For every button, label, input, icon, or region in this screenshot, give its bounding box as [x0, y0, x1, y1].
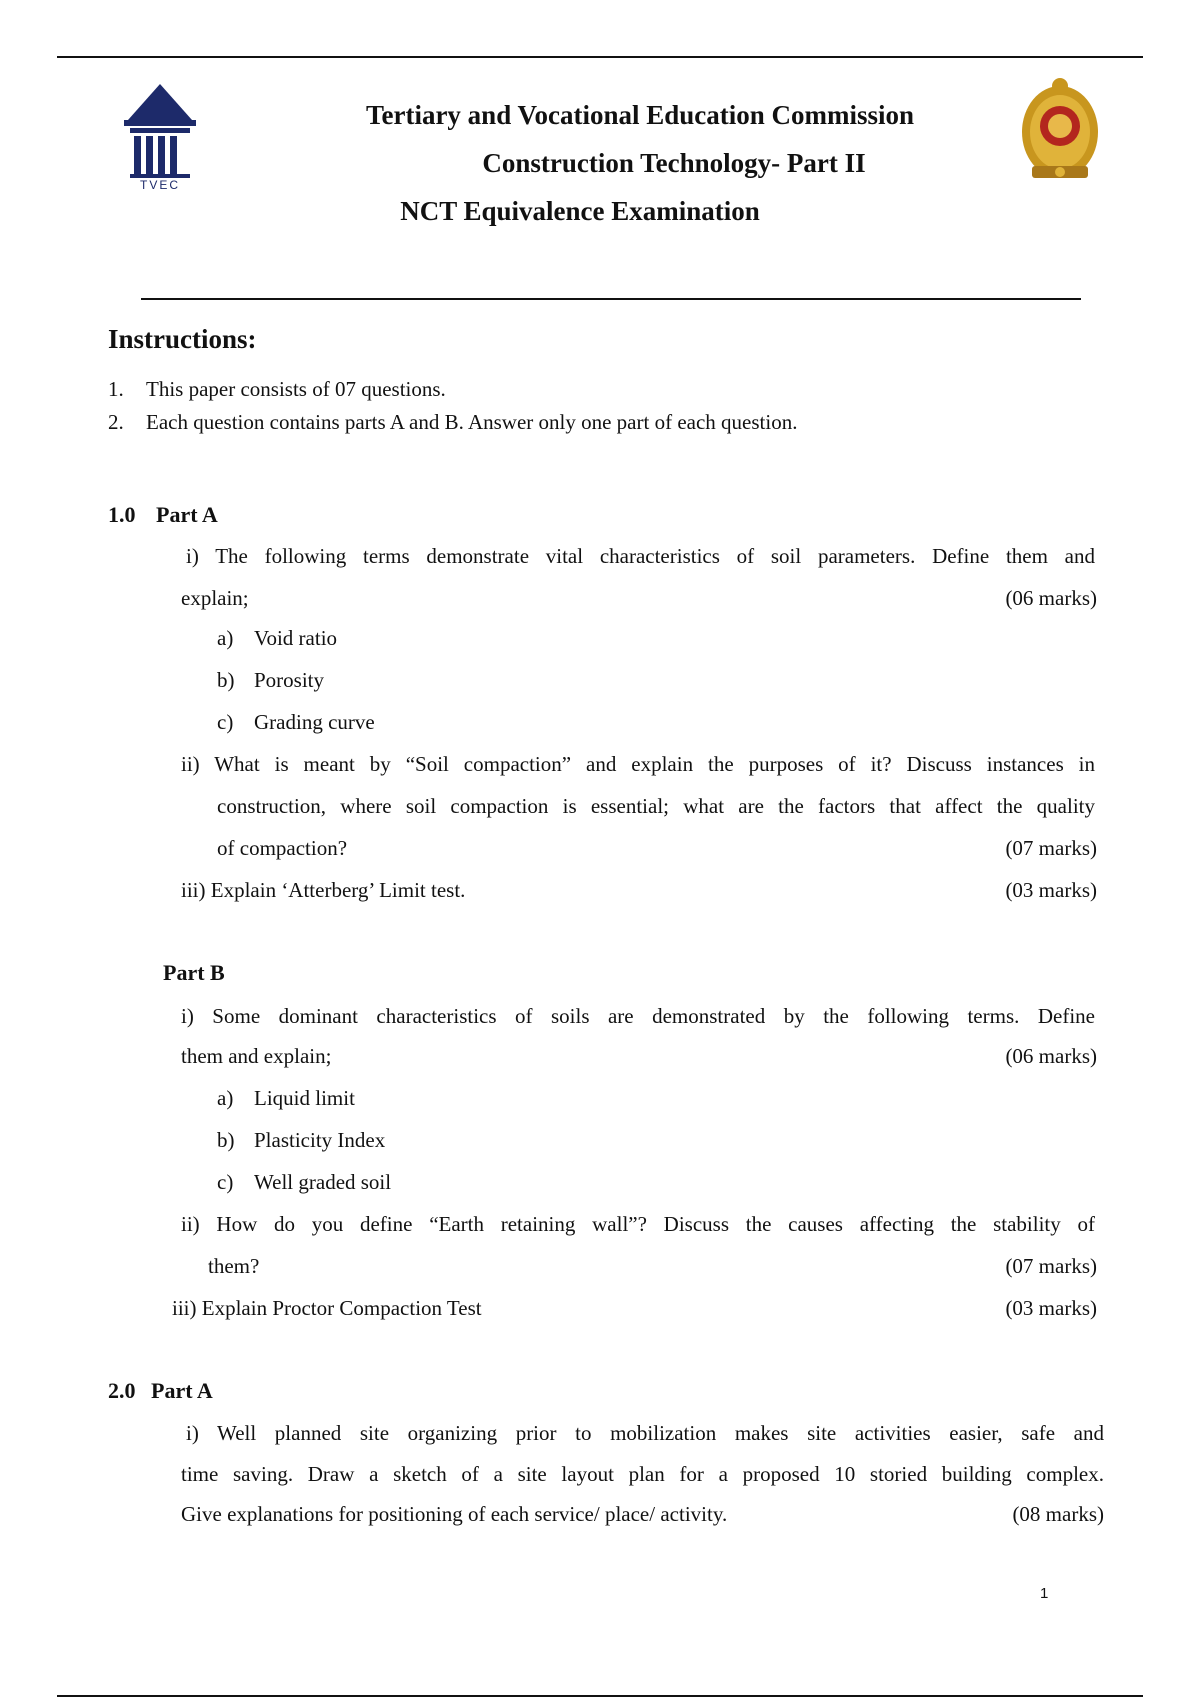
instruction-text: This paper consists of 07 questions. — [146, 377, 446, 401]
q1a-sub-item — [217, 626, 337, 651]
instruction-item — [108, 410, 797, 435]
q2a-i-marks: (08 marks) — [1012, 1502, 1104, 1526]
q1b-ii-line2: them? — [208, 1254, 260, 1278]
q1b-sub-item — [217, 1128, 385, 1153]
q2a-i-line3: Give explanations for positioning of each service/ place/ activity. — [181, 1502, 728, 1526]
question-1-heading — [108, 502, 218, 528]
q1a-ii-line1: ii) What is meant by “Soil compaction” and explain the purposes of it? Discuss instances in — [181, 752, 1095, 776]
q1b-i-marks: (06 marks) — [1005, 1044, 1097, 1068]
question-2-heading — [108, 1378, 213, 1404]
instruction-item — [108, 377, 446, 402]
sub-letter: a) — [217, 626, 234, 650]
q1a-iii-marks: (03 marks) — [1005, 878, 1097, 902]
q1a-i-line2: explain; — [181, 586, 249, 610]
header-divider — [141, 298, 1081, 300]
sub-letter: b) — [217, 1128, 235, 1152]
q1a-ii-line3: of compaction? — [217, 836, 348, 860]
q1a-ii-marks: (07 marks) — [1005, 836, 1097, 860]
exam-title: NCT Equivalence Examination — [400, 196, 760, 226]
instructions-title: Instructions: — [108, 324, 257, 354]
q2a-i-line2: time saving. Draw a sketch of a site layout plan for a proposed 10 storied building complex. — [181, 1462, 1104, 1486]
sub-text: Porosity — [254, 668, 325, 692]
q1b-ii-marks: (07 marks) — [1005, 1254, 1097, 1278]
q1b-sub-item — [217, 1086, 355, 1111]
sub-letter: c) — [217, 1170, 234, 1194]
question-number: 2.0 — [108, 1378, 136, 1403]
sub-text: Grading curve — [254, 710, 375, 734]
q1a-ii-line2: construction, where soil compaction is essential; what are the factors that affect the quality — [217, 794, 1095, 818]
q1b-sub-item — [217, 1170, 391, 1195]
sub-text: Well graded soil — [254, 1170, 392, 1194]
q1b-i-line2: them and explain; — [181, 1044, 332, 1068]
top-rule — [57, 56, 1143, 58]
part-label: Part A — [156, 502, 218, 527]
instruction-text: Each question contains parts A and B. Answer only one part of each question. — [146, 410, 798, 434]
q1b-iii-text: iii) Explain Proctor Compaction Test — [172, 1296, 482, 1320]
sub-text: Plasticity Index — [254, 1128, 386, 1152]
q1a-i-line1: i) The following terms demonstrate vital characteristics of soil parameters. Define them and — [186, 544, 1095, 568]
sub-letter: a) — [217, 1086, 234, 1110]
q1b-ii-line1: ii) How do you define “Earth retaining wall”? Discuss the causes affecting the stability of — [181, 1212, 1095, 1236]
q1a-iii-text: iii) Explain ‘Atterberg’ Limit test. — [181, 878, 466, 902]
instruction-number: 1. — [108, 377, 124, 401]
sub-text: Void ratio — [254, 626, 338, 650]
page-number: 1 — [1040, 1585, 1049, 1602]
sri-lanka-emblem-icon — [1018, 74, 1102, 184]
sub-letter: b) — [217, 668, 235, 692]
bottom-rule — [57, 1695, 1143, 1697]
q2a-i-line1: i) Well planned site organizing prior to mobilization makes site activities easier, safe and — [186, 1421, 1104, 1445]
instruction-number: 2. — [108, 410, 124, 434]
subject-title: Construction Technology- Part II — [482, 148, 866, 178]
tvec-logo-caption: TVEC — [139, 178, 180, 192]
part-label: Part A — [151, 1378, 213, 1403]
q1b-iii-marks: (03 marks) — [1005, 1296, 1097, 1320]
tvec-logo-icon — [120, 82, 200, 192]
q1a-i-marks: (06 marks) — [1005, 586, 1097, 610]
org-title: Tertiary and Vocational Education Commission — [365, 100, 915, 130]
q1b-i-line1: i) Some dominant characteristics of soils are demonstrated by the following terms. Define — [181, 1004, 1095, 1028]
question-number: 1.0 — [108, 502, 136, 527]
q1a-sub-item — [217, 668, 324, 693]
sub-letter: c) — [217, 710, 234, 734]
sub-text: Liquid limit — [254, 1086, 355, 1110]
q1a-sub-item — [217, 710, 375, 735]
part-b-heading: Part B — [163, 960, 225, 985]
